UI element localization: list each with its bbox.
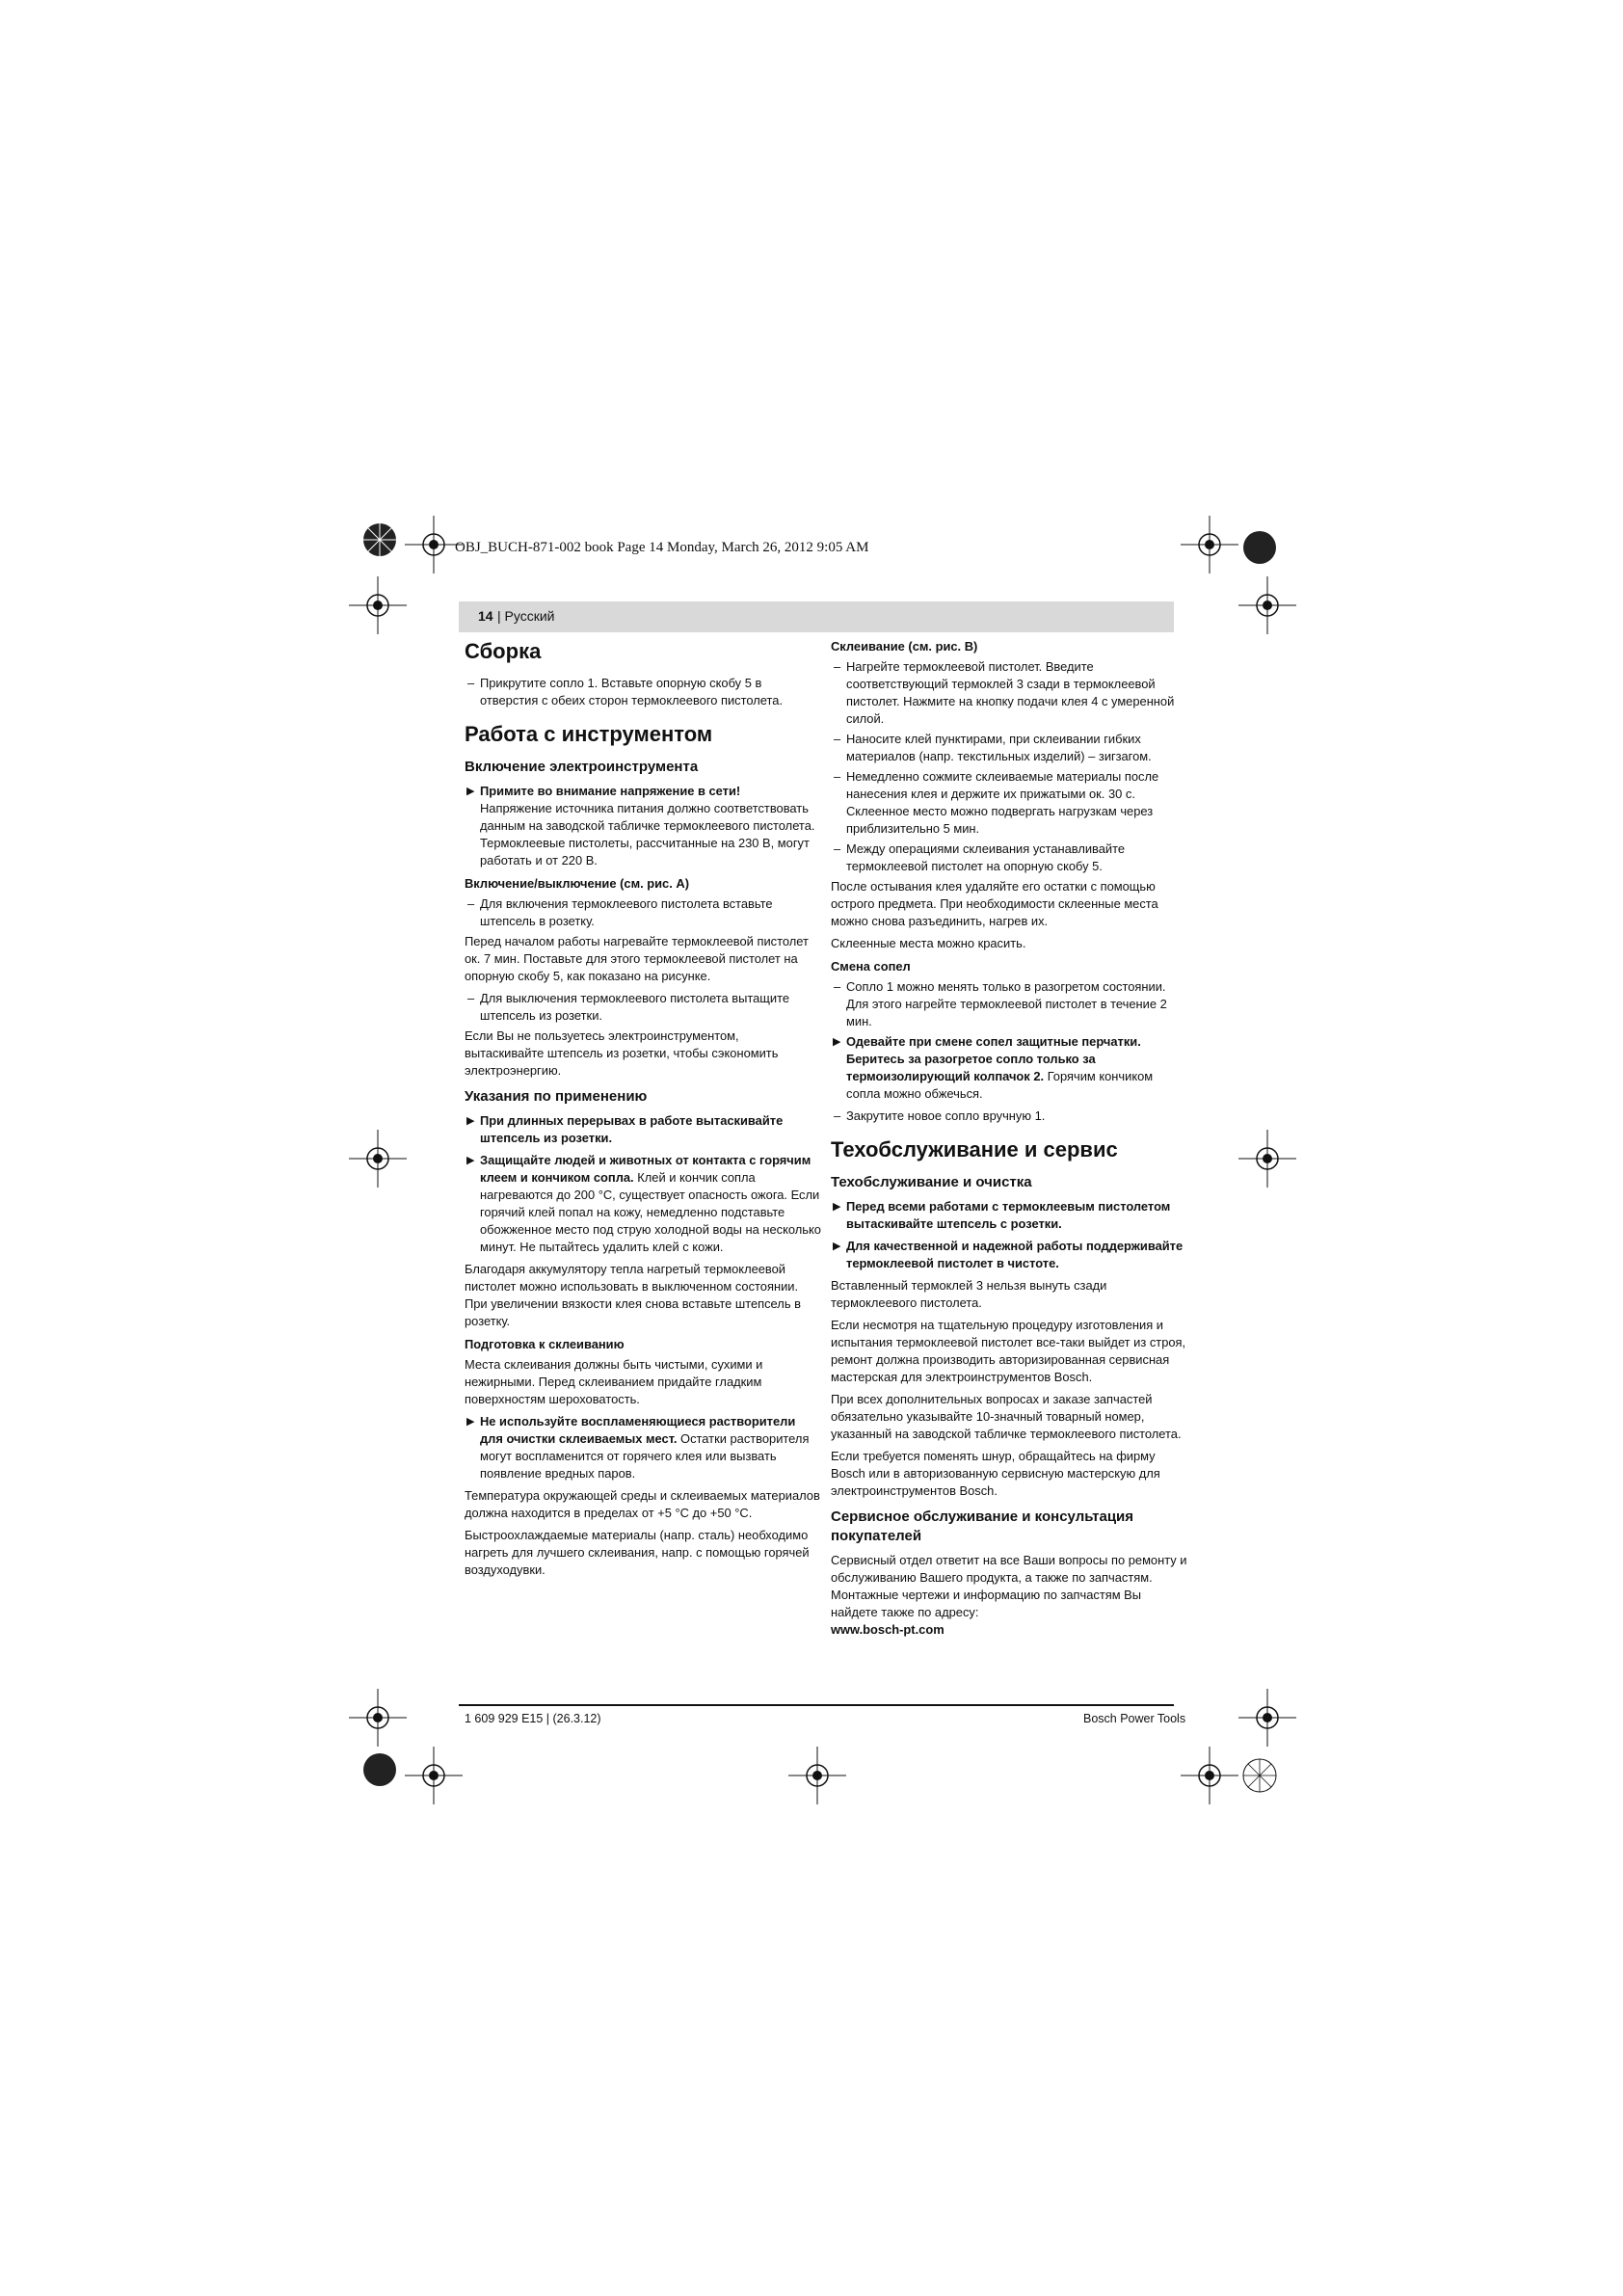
language-label: | Русский [497, 608, 555, 624]
website-link[interactable]: www.bosch-pt.com [831, 1622, 945, 1637]
footer-rule [459, 1704, 1174, 1706]
voltage-warning-bold: Примите во внимание напряжение в сети! [480, 784, 741, 798]
voltage-warning-text: Напряжение источника питания должно соответствовать данным на заводской табличке термоклеевого пистолета. Термоклеевые пистолеты, рассчитанные на 230 В, могут работать и от 220 В. [480, 801, 815, 868]
registration-mark-top-right [1240, 528, 1279, 567]
arrow-icon: ▶ [833, 1036, 841, 1048]
crosshair-bottom-center [788, 1747, 846, 1804]
maint-warning-2-text: Для качественной и надежной работы поддерживайте термоклеевой пистолет в чистоте. [846, 1239, 1184, 1270]
crosshair-top-left-2 [349, 576, 407, 634]
arrow-icon: ▶ [833, 1201, 841, 1213]
maint-warning-1-text: Перед всеми работами с термоклеевым пистолетом вытаскивайте штепсель с розетки. [846, 1199, 1171, 1231]
maint-warning-2 [831, 1238, 1187, 1272]
operation-title: Работа с инструментом [465, 722, 713, 746]
stick-text: Вставленный термоклей 3 нельзя вынуть сзади термоклеевого пистолета. [831, 1278, 1107, 1310]
tips-title: Указания по применению [465, 1088, 648, 1105]
customer-text: Сервисный отдел ответит на все Ваши вопросы по ремонту и обслуживанию Вашего продукта, а также по запчастям. Монтажные чертежи и информацию по запчастям Вы найдете также по адресу: [831, 1553, 1187, 1619]
arrow-icon: ▶ [466, 786, 475, 797]
page-header-bar [459, 601, 1174, 632]
nozzle-warning-text: Горячим кончиком сопла можно обжечься. [846, 1069, 1154, 1101]
arrow-icon: ▶ [466, 1115, 475, 1127]
registration-mark-bottom-right [1240, 1756, 1279, 1795]
switch-title: Включение/выключение (см. рис. A) [465, 876, 689, 891]
tip1-bold: При длинных перерывах в работе вытаскивайте штепсель из розетки. [480, 1113, 784, 1145]
maint-warning-1 [831, 1198, 1187, 1233]
battery-text: Благодаря аккумулятору тепла нагретый термоклеевой пистолет можно использовать в выключенном состоянии. При увеличении вязкости клея снова вставьте штепсель в розетку. [465, 1262, 801, 1328]
paint-text: Склеенные места можно красить. [831, 936, 1026, 950]
voltage-warning [465, 783, 821, 869]
nozzle-warning [831, 1033, 1187, 1103]
assembly-item: – Прикрутите сопло 1. Вставьте опорную скобу 5 в отверстия с обеих сторон термоклеевого пистолета. [465, 675, 821, 709]
right-column [831, 638, 1187, 1643]
prep-text: Места склеивания должны быть чистыми, сухими и нежирными. Перед склеиванием придайте гладким поверхностям шероховатость. [465, 1357, 763, 1406]
solvent-text: Остатки растворителя могут воспламенится от горячего клея или вызвать появление вредных паров. [480, 1431, 810, 1481]
gluing-title: Склеивание (см. рис. B) [831, 639, 978, 654]
crosshair-bottom-left [349, 1689, 407, 1747]
arrow-icon: ▶ [466, 1155, 475, 1166]
crosshair-bottom-left-2 [405, 1747, 463, 1804]
cord-text: Если требуется поменять шнур, обращайтесь на фирму Bosch или в авторизованную сервисную мастерскую для электроинструментов Bosch. [831, 1449, 1160, 1498]
maint-title: Техобслуживание и очистка [831, 1174, 1032, 1190]
tip-warning-1 [465, 1112, 821, 1147]
crosshair-middle-right [1238, 1130, 1296, 1188]
after-text: После остывания клея удаляйте его остатки с помощью острого предмета. При необходимости склеенные места можно снова разъединить, нагрев их. [831, 879, 1158, 928]
temp-text: Температура окружающей среды и склеиваемых материалов должна находится в пределах от +5 °C до +50 °C. [465, 1488, 820, 1520]
preheat-text: Перед началом работы нагревайте термоклеевой пистолет ок. 7 мин. Поставьте для этого термоклеевой пистолет на опорную скобу 5, как показано на рисунке. [465, 934, 809, 983]
customer-title: Сервисное обслуживание и консультация покупателей [831, 1508, 1134, 1544]
gluing-item: – Между операциями склеивания устанавливайте термоклеевой пистолет на опорную скобу 5. [831, 841, 1187, 875]
arrow-icon: ▶ [833, 1241, 841, 1252]
page-number: 14 [478, 608, 493, 624]
footer-brand: Bosch Power Tools [1083, 1712, 1186, 1725]
registration-mark-top-left [360, 521, 399, 559]
repair-text: Если несмотря на тщательную процедуру изготовления и испытания термоклеевой пистолет все-таки выйдет из строя, ремонт должна производить авторизированная сервисная мастерская для электроинструментов Bosch. [831, 1318, 1186, 1384]
switch-on-item: – Для включения термоклеевого пистолета вставьте штепсель в розетку. [465, 895, 821, 930]
print-slug: OBJ_BUCH-871-002 book Page 14 Monday, March 26, 2012 9:05 AM [455, 540, 869, 555]
gluing-item: – Наносите клей пунктирами, при склеивании гибких материалов (напр. текстильных изделий) – зигзагом. [831, 731, 1187, 765]
startup-title: Включение электроинструмента [465, 759, 699, 775]
footer-doc-number: 1 609 929 E15 | (26.3.12) [465, 1712, 601, 1725]
crosshair-bottom-right-2 [1181, 1747, 1238, 1804]
crosshair-bottom-right [1238, 1689, 1296, 1747]
left-column [465, 638, 821, 1584]
gluing-item: – Немедленно сожмите склеиваемые материалы после нанесения клея и держите их прижатыми ок. 30 с. Склеенное место можно подвергать нагрузкам через приблизительно 5 мин. [831, 768, 1187, 838]
switch-off-item: – Для выключения термоклеевого пистолета вытащите штепсель из розетки. [465, 990, 821, 1025]
solvent-bold: Не используйте воспламеняющиеся растворители для очистки склеиваемых мест. [480, 1414, 796, 1446]
crosshair-top-right-2 [1238, 576, 1296, 634]
cool-text: Быстроохлаждаемые материалы (напр. сталь) необходимо нагреть для лучшего склеивания, напр. с помощью горячей воздуходувки. [465, 1528, 810, 1577]
tip2-bold: Защищайте людей и животных от контакта с горячим клеем и кончиком сопла. [480, 1153, 812, 1185]
crosshair-top-left [405, 516, 463, 574]
prep-title: Подготовка к склеиванию [465, 1337, 625, 1351]
registration-mark-bottom-left [360, 1750, 399, 1789]
tip2-text: Клей и кончик сопла нагреваются до 200 °C, существует опасность ожога. Если горячий клей попал на кожу, немедленно подставьте обожженное место под струю холодной воды на несколько минут. Не пытайтесь удалить клей с кожи. [480, 1170, 821, 1254]
tip-warning-2 [465, 1152, 821, 1256]
service-title: Техобслуживание и сервис [831, 1137, 1118, 1161]
nozzle-item-2: – Закрутите новое сопло вручную 1. [831, 1108, 1187, 1125]
crosshair-middle-left [349, 1130, 407, 1188]
nozzle-title: Смена сопел [831, 959, 911, 974]
crosshair-top-right [1181, 516, 1238, 574]
solvent-warning [465, 1413, 821, 1482]
nozzle-item-1: – Сопло 1 можно менять только в разогретом состоянии. Для этого нагрейте термоклеевой пистолет в течение 2 мин. [831, 978, 1187, 1030]
assembly-title: Сборка [465, 639, 542, 663]
article-text: При всех дополнительных вопросах и заказе запчастей обязательно указывайте 10-значный товарный номер, указанный на заводской табличке термоклеевого пистолета. [831, 1392, 1182, 1441]
arrow-icon: ▶ [466, 1416, 475, 1428]
gluing-item: – Нагрейте термоклеевой пистолет. Введите соответствующий термоклей 3 сзади в термоклеевой пистолет. Нажмите на кнопку подачи клея 4 с умеренной силой. [831, 658, 1187, 728]
nozzle-warning-bold: Одевайте при смене сопел защитные перчатки. Беритесь за разогретое сопло только за термоизолирующий колпачок 2. [846, 1034, 1141, 1083]
save-energy-text: Если Вы не пользуетесь электроинструментом, вытаскивайте штепсель из розетки, чтобы сэкономить электроэнергию. [465, 1028, 779, 1078]
